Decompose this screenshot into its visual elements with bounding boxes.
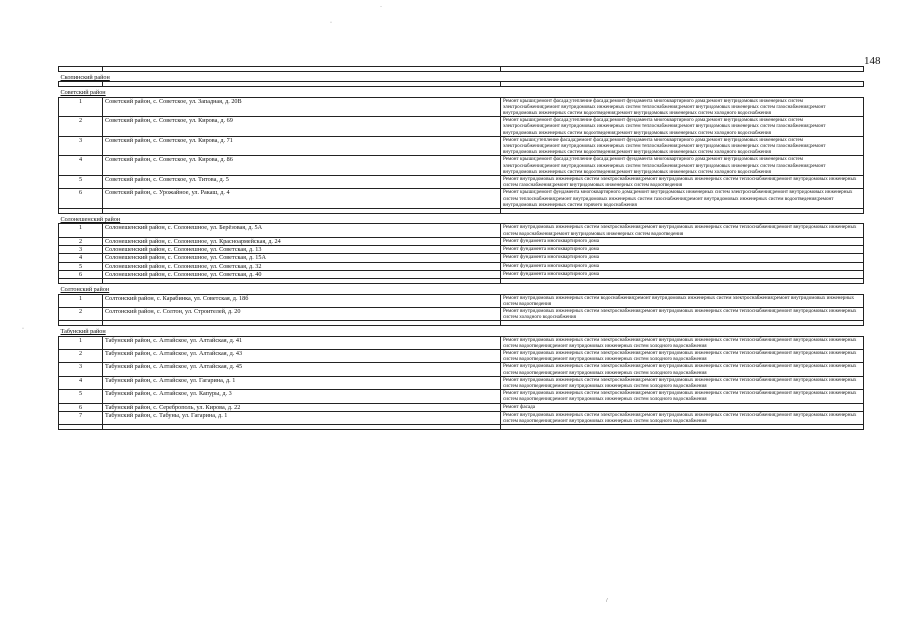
repair-works: Ремонт крыши;ремонт фасада;утепление фасада;ремонт фундамента многоквартирного дома;ремонт внутридомовых инженерных систем электроснабжения;ремонт внутридомовых инженерных систем теплоснабжения;ремонт внутридомовых инженерных систем газоснабжения;ремонт внутридомовых инженерных систем водоотведения;ремонт внутридомовых инженерных систем холодного водоснабжения [501, 97, 864, 117]
district-heading-row [59, 214, 864, 224]
district-name: Советский район [60, 89, 106, 97]
repair-works: Ремонт фундамента многоквартирного дома [501, 237, 864, 245]
repair-works: Ремонт внутридомовых инженерных систем электроснабжения;ремонт внутридомовых инженерных систем теплоснабжения;ремонт внутридомовых инженерных систем водоотведения;ремонт внутридомовых инженерных систем холодного водоснабжения [501, 411, 864, 424]
house-address: Солонешенский район, с. Солонешное, ул. Берёзовая, д. 5А [103, 224, 501, 237]
row-number: 5 [59, 176, 103, 189]
spacer-cell [501, 425, 864, 430]
house-address: Солонешенский район, с. Солонешное, ул. Красноармейская, д. 24 [103, 237, 501, 245]
house-address: Солонешенский район, с. Солонешное, ул. Советская, д. 15А [103, 254, 501, 262]
house-address: Солонешенский район, с. Солонешное, ул. Советская, д. 40 [103, 270, 501, 278]
row-number: 2 [59, 117, 103, 137]
district-name: Солтонский район [60, 286, 110, 294]
table-row [59, 363, 864, 376]
district-heading [59, 284, 864, 294]
repair-schedule-table [58, 66, 864, 430]
scan-mark: · [22, 326, 24, 332]
table-row [59, 237, 864, 245]
repair-works: Ремонт фундамента многоквартирного дома [501, 246, 864, 254]
table-row [59, 307, 864, 320]
row-number: 3 [59, 246, 103, 254]
spacer-cell [59, 425, 103, 430]
table-row [59, 189, 864, 209]
table-row [59, 176, 864, 189]
repair-works: Ремонт внутридомовых инженерных систем водоснабжения;ремонт внутридомовых инженерных систем электроснабжения;ремонт внутридомовых инженерных систем водоотведения [501, 294, 864, 307]
row-number: 3 [59, 136, 103, 156]
district-heading [59, 326, 864, 336]
house-address: Советский район, с. Советское, ул. Кирова, д. 69 [103, 117, 501, 137]
repair-works: Ремонт внутридомовых инженерных систем электроснабжения;ремонт внутридомовых инженерных систем теплоснабжения;ремонт внутридомовых инженерных систем водоотведения;ремонт внутридомовых инженерных систем холодного водоснабжения [501, 390, 864, 403]
repair-works: Ремонт внутридомовых инженерных систем электроснабжения;ремонт внутридомовых инженерных систем теплоснабжения;ремонт внутридомовых инженерных систем водоотведения;ремонт внутридомовых инженерных систем холодного водоснабжения [501, 363, 864, 376]
district-name: Табунский район [60, 328, 106, 336]
district-heading [59, 72, 864, 82]
row-number: 2 [59, 350, 103, 363]
house-address: Табунский район, с. Алтайское, ул. Алтайская, д. 43 [103, 350, 501, 363]
row-number: 2 [59, 237, 103, 245]
district-heading [59, 87, 864, 97]
row-number: 4 [59, 376, 103, 389]
house-address: Солонешенский район, с. Солонешное, ул. Советская, д. 13 [103, 246, 501, 254]
house-address: Советский район, с. Советское, ул. Кирова, д. 86 [103, 156, 501, 176]
repair-works: Ремонт фундамента многоквартирного дома [501, 254, 864, 262]
row-number: 4 [59, 254, 103, 262]
row-number: 2 [59, 307, 103, 320]
table-row [59, 156, 864, 176]
table-row [59, 376, 864, 389]
house-address: Табунский район, с. Алтайское, ул. Алтайская, д. 41 [103, 336, 501, 349]
house-address: Табунский район, с. Табуны, ул. Гагарина, д. 1 [103, 411, 501, 424]
table-row [59, 411, 864, 424]
table-row [59, 294, 864, 307]
district-heading-row [59, 72, 864, 82]
district-name: Скопинский район [60, 74, 110, 81]
repair-works: Ремонт крыши;ремонт фасада;утепление фасада;ремонт фундамента многоквартирного дома;ремонт внутридомовых инженерных систем электроснабжения;ремонт внутридомовых инженерных систем теплоснабжения;ремонт внутридомовых инженерных систем газоснабжения;ремонт внутридомовых инженерных систем водоотведения;ремонт внутридомовых инженерных систем холодного водоснабжения [501, 156, 864, 176]
house-address: Табунский район, с. Сереброполь, ул. Кирова, д. 22 [103, 403, 501, 411]
table-row [59, 262, 864, 270]
house-address: Солтонский район, с. Карабинка, ул. Советская, д. 18б [103, 294, 501, 307]
district-heading [59, 214, 864, 224]
district-heading-row [59, 284, 864, 294]
table-row [59, 403, 864, 411]
repair-works: Ремонт внутридомовых инженерных систем электроснабжения;ремонт внутридомовых инженерных систем теплоснабжения;ремонт внутридомовых инженерных систем газоснабжения;ремонт внутридомовых инженерных систем водоотведения [501, 176, 864, 189]
table-row [59, 390, 864, 403]
repair-works: Ремонт внутридомовых инженерных систем электроснабжения;ремонт внутридомовых инженерных систем теплоснабжения;ремонт внутридомовых инженерных систем водоотведения;ремонт внутридомовых инженерных систем холодного водоснабжения [501, 350, 864, 363]
repair-works: Ремонт фасада [501, 403, 864, 411]
table-row [59, 136, 864, 156]
row-number: 5 [59, 390, 103, 403]
repair-works: Ремонт внутридомовых инженерных систем электроснабжения;ремонт внутридомовых инженерных систем теплоснабжения;ремонт внутридомовых инженерных систем водоснабжения;ремонт внутридомовых инженерных систем водоотведения [501, 224, 864, 237]
spacer-row [59, 425, 864, 430]
repair-works: Ремонт крыши;утепление фасада;ремонт фасада;ремонт фундамента многоквартирного дома;ремонт внутридомовых инженерных систем электроснабжения;ремонт внутридомовых инженерных систем теплоснабжения;ремонт внутридомовых инженерных систем газоснабжения;ремонт внутридомовых инженерных систем водоотведения;ремонт внутридомовых инженерных систем холодного водоснабжения [501, 136, 864, 156]
row-number: 6 [59, 189, 103, 209]
house-address: Советский район, с. Советское, ул. Западная, д. 20В [103, 97, 501, 117]
row-number: 5 [59, 262, 103, 270]
table-row [59, 97, 864, 117]
row-number: 1 [59, 224, 103, 237]
repair-works: Ремонт крыши;ремонт фундамента многоквартирного дома;ремонт внутридомовых инженерных систем электроснабжения;ремонт внутридомовых инженерных систем теплоснабжения;ремонт внутридомовых инженерных систем газоснабжения;ремонт внутридомовых инженерных систем водоотведения;ремонт внутридомовых инженерных систем горячего водоснабжения [501, 189, 864, 209]
row-number: 1 [59, 294, 103, 307]
district-name: Солонешенский район [60, 216, 121, 224]
row-number: 1 [59, 336, 103, 349]
repair-works: Ремонт внутридомовых инженерных систем электроснабжения;ремонт внутридомовых инженерных систем теплоснабжения;ремонт внутридомовых инженерных систем водоотведения;ремонт внутридомовых инженерных систем холодного водоснабжения [501, 336, 864, 349]
row-number: 6 [59, 403, 103, 411]
page-number: 148 [864, 55, 881, 67]
house-address: Табунский район, с. Алтайское, ул. Капуры, д. 3 [103, 390, 501, 403]
repair-works: Ремонт фундамента многоквартирного дома [501, 262, 864, 270]
house-address: Советский район, с. Советское, ул. Кирова, д. 71 [103, 136, 501, 156]
table-row [59, 224, 864, 237]
house-address: Советский район, с. Урожайное, ул. Ракаш, д. 4 [103, 189, 501, 209]
row-number: 1 [59, 97, 103, 117]
row-number: 7 [59, 411, 103, 424]
house-address: Солтонский район, с. Солтон, ул. Строителей, д. 20 [103, 307, 501, 320]
row-number: 6 [59, 270, 103, 278]
repair-works: Ремонт внутридомовых инженерных систем электроснабжения;ремонт внутридомовых инженерных систем теплоснабжения;ремонт внутридомовых инженерных систем холодного водоснабжения [501, 307, 864, 320]
table-row [59, 117, 864, 137]
district-heading-row [59, 326, 864, 336]
table-row [59, 254, 864, 262]
table-row [59, 246, 864, 254]
repair-works: Ремонт крыши;ремонт фасада;утепление фасада;ремонт фундамента многоквартирного дома;ремонт внутридомовых инженерных систем электроснабжения;ремонт внутридомовых инженерных систем теплоснабжения;ремонт внутридомовых инженерных систем газоснабжения;ремонт внутридомовых инженерных систем водоотведения;ремонт внутридомовых инженерных систем холодного водоснабжения [501, 117, 864, 137]
scan-mark: / [606, 598, 608, 604]
house-address: Табунский район, с. Алтайское, ул. Алтайская, д. 45 [103, 363, 501, 376]
scan-mark: · [330, 20, 332, 26]
house-address: Солонешенский район, с. Солонешное, ул. Советская, д. 32 [103, 262, 501, 270]
row-number: 3 [59, 363, 103, 376]
scan-mark: ˙ [380, 6, 382, 12]
table-row [59, 270, 864, 278]
row-number: 4 [59, 156, 103, 176]
repair-works: Ремонт внутридомовых инженерных систем электроснабжения;ремонт внутридомовых инженерных систем теплоснабжения;ремонт внутридомовых инженерных систем водоотведения;ремонт внутридомовых инженерных систем холодного водоснабжения [501, 376, 864, 389]
house-address: Советский район, с. Советское, ул. Титова, д. 5 [103, 176, 501, 189]
repair-works: Ремонт фундамента многоквартирного дома [501, 270, 864, 278]
spacer-cell [103, 425, 501, 430]
table-row [59, 336, 864, 349]
table-row [59, 350, 864, 363]
house-address: Табунский район, с. Алтайское, ул. Гагарина, д. 1 [103, 376, 501, 389]
district-heading-row [59, 87, 864, 97]
